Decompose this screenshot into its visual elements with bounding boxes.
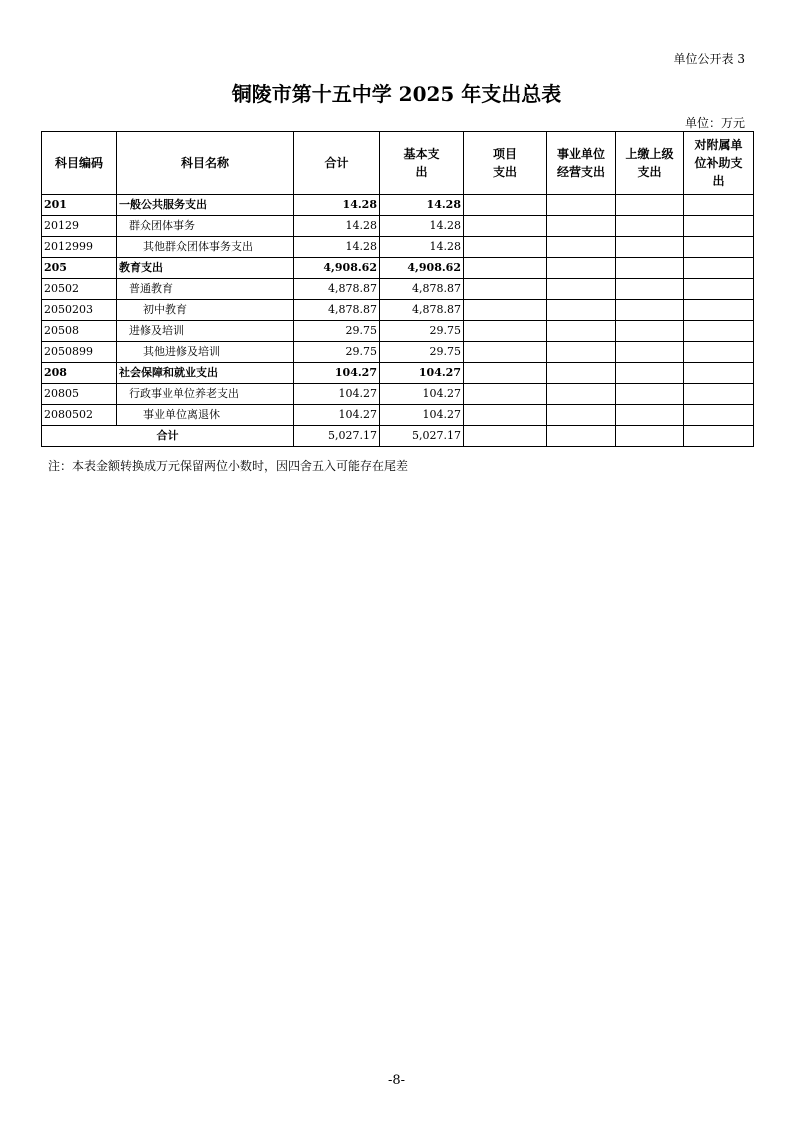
total-cell: 29.75 [294,342,380,363]
basic-cell: 29.75 [380,342,464,363]
business-cell [547,300,616,321]
total-cell: 4,908.62 [294,258,380,279]
upper-cell [616,384,684,405]
upper-cell [616,258,684,279]
subsidy-cell [684,321,754,342]
header-upper: 上缴上级支出 [616,132,684,195]
name-cell: 一般公共服务支出 [117,195,294,216]
project-cell [464,300,547,321]
project-cell [464,363,547,384]
code-cell: 20508 [42,321,117,342]
header-code: 科目编码 [42,132,117,195]
code-cell: 2050899 [42,342,117,363]
name-cell: 行政事业单位养老支出 [117,384,294,405]
upper-cell [616,342,684,363]
code-cell: 205 [42,258,117,279]
upper-cell [616,426,684,447]
subsidy-cell [684,216,754,237]
total-cell: 4,878.87 [294,279,380,300]
project-cell [464,258,547,279]
project-cell [464,279,547,300]
upper-cell [616,405,684,426]
code-cell: 20502 [42,279,117,300]
table-row [42,237,754,258]
subsidy-cell [684,237,754,258]
project-cell [464,426,547,447]
name-cell: 社会保障和就业支出 [117,363,294,384]
total-cell: 104.27 [294,363,380,384]
upper-cell [616,321,684,342]
basic-cell: 5,027.17 [380,426,464,447]
upper-cell [616,216,684,237]
project-cell [464,384,547,405]
total-cell: 14.28 [294,195,380,216]
header-business: 事业单位经营支出 [547,132,616,195]
table-row [42,279,754,300]
name-cell: 其他进修及培训 [117,342,294,363]
name-cell: 进修及培训 [117,321,294,342]
basic-cell: 104.27 [380,363,464,384]
project-cell [464,321,547,342]
business-cell [547,258,616,279]
business-cell [547,216,616,237]
header-basic: 基本支出 [380,132,464,195]
project-cell [464,405,547,426]
name-cell: 其他群众团体事务支出 [117,237,294,258]
basic-cell: 4,878.87 [380,279,464,300]
project-cell [464,237,547,258]
project-cell [464,342,547,363]
business-cell [547,342,616,363]
table-row [42,195,754,216]
header-name: 科目名称 [117,132,294,195]
name-cell: 普通教育 [117,279,294,300]
basic-cell: 14.28 [380,237,464,258]
subsidy-cell [684,300,754,321]
name-cell: 教育支出 [117,258,294,279]
header-subsidy: 对附属单位补助支出 [684,132,754,195]
total-label: 合计 [42,426,294,447]
subsidy-cell [684,426,754,447]
page-number: -8- [387,1073,406,1088]
project-cell [464,195,547,216]
code-cell: 2050203 [42,300,117,321]
unit-label: 单位：万元 [684,116,745,130]
upper-cell [616,279,684,300]
basic-cell: 104.27 [380,405,464,426]
subsidy-cell [684,195,754,216]
basic-cell: 4,908.62 [380,258,464,279]
table-row [42,300,754,321]
name-cell: 事业单位离退休 [117,405,294,426]
total-cell: 14.28 [294,237,380,258]
header-row [42,132,754,195]
table-row [42,384,754,405]
table-row [42,405,754,426]
basic-cell: 29.75 [380,321,464,342]
table-row [42,363,754,384]
business-cell [547,279,616,300]
total-cell: 104.27 [294,405,380,426]
subsidy-cell [684,279,754,300]
code-cell: 20129 [42,216,117,237]
code-cell: 201 [42,195,117,216]
subsidy-cell [684,363,754,384]
total-cell: 5,027.17 [294,426,380,447]
total-cell: 4,878.87 [294,300,380,321]
name-cell: 初中教育 [117,300,294,321]
upper-cell [616,363,684,384]
page-title: 铜陵市第十五中学 2025 年支出总表 [231,82,562,106]
subsidy-cell [684,384,754,405]
total-cell: 14.28 [294,216,380,237]
expenditure-table [41,131,754,447]
basic-cell: 14.28 [380,216,464,237]
project-cell [464,216,547,237]
upper-cell [616,195,684,216]
header-total: 合计 [294,132,380,195]
subsidy-cell [684,258,754,279]
footnote: 注：本表金额转换成万元保留两位小数时，因四舍五入可能存在尾差 [48,459,409,473]
subsidy-cell [684,342,754,363]
total-row [42,426,754,447]
upper-cell [616,300,684,321]
total-cell: 104.27 [294,384,380,405]
code-cell: 20805 [42,384,117,405]
business-cell [547,405,616,426]
business-cell [547,426,616,447]
table-row [42,258,754,279]
business-cell [547,195,616,216]
basic-cell: 14.28 [380,195,464,216]
code-cell: 2080502 [42,405,117,426]
basic-cell: 104.27 [380,384,464,405]
upper-cell [616,237,684,258]
name-cell: 群众团体事务 [117,216,294,237]
table-row [42,216,754,237]
table-row [42,321,754,342]
basic-cell: 4,878.87 [380,300,464,321]
table-row [42,342,754,363]
business-cell [547,321,616,342]
business-cell [547,237,616,258]
code-cell: 2012999 [42,237,117,258]
subsidy-cell [684,405,754,426]
business-cell [547,384,616,405]
code-cell: 208 [42,363,117,384]
total-cell: 29.75 [294,321,380,342]
header-project: 项目支出 [464,132,547,195]
form-label: 单位公开表 3 [673,52,745,66]
business-cell [547,363,616,384]
